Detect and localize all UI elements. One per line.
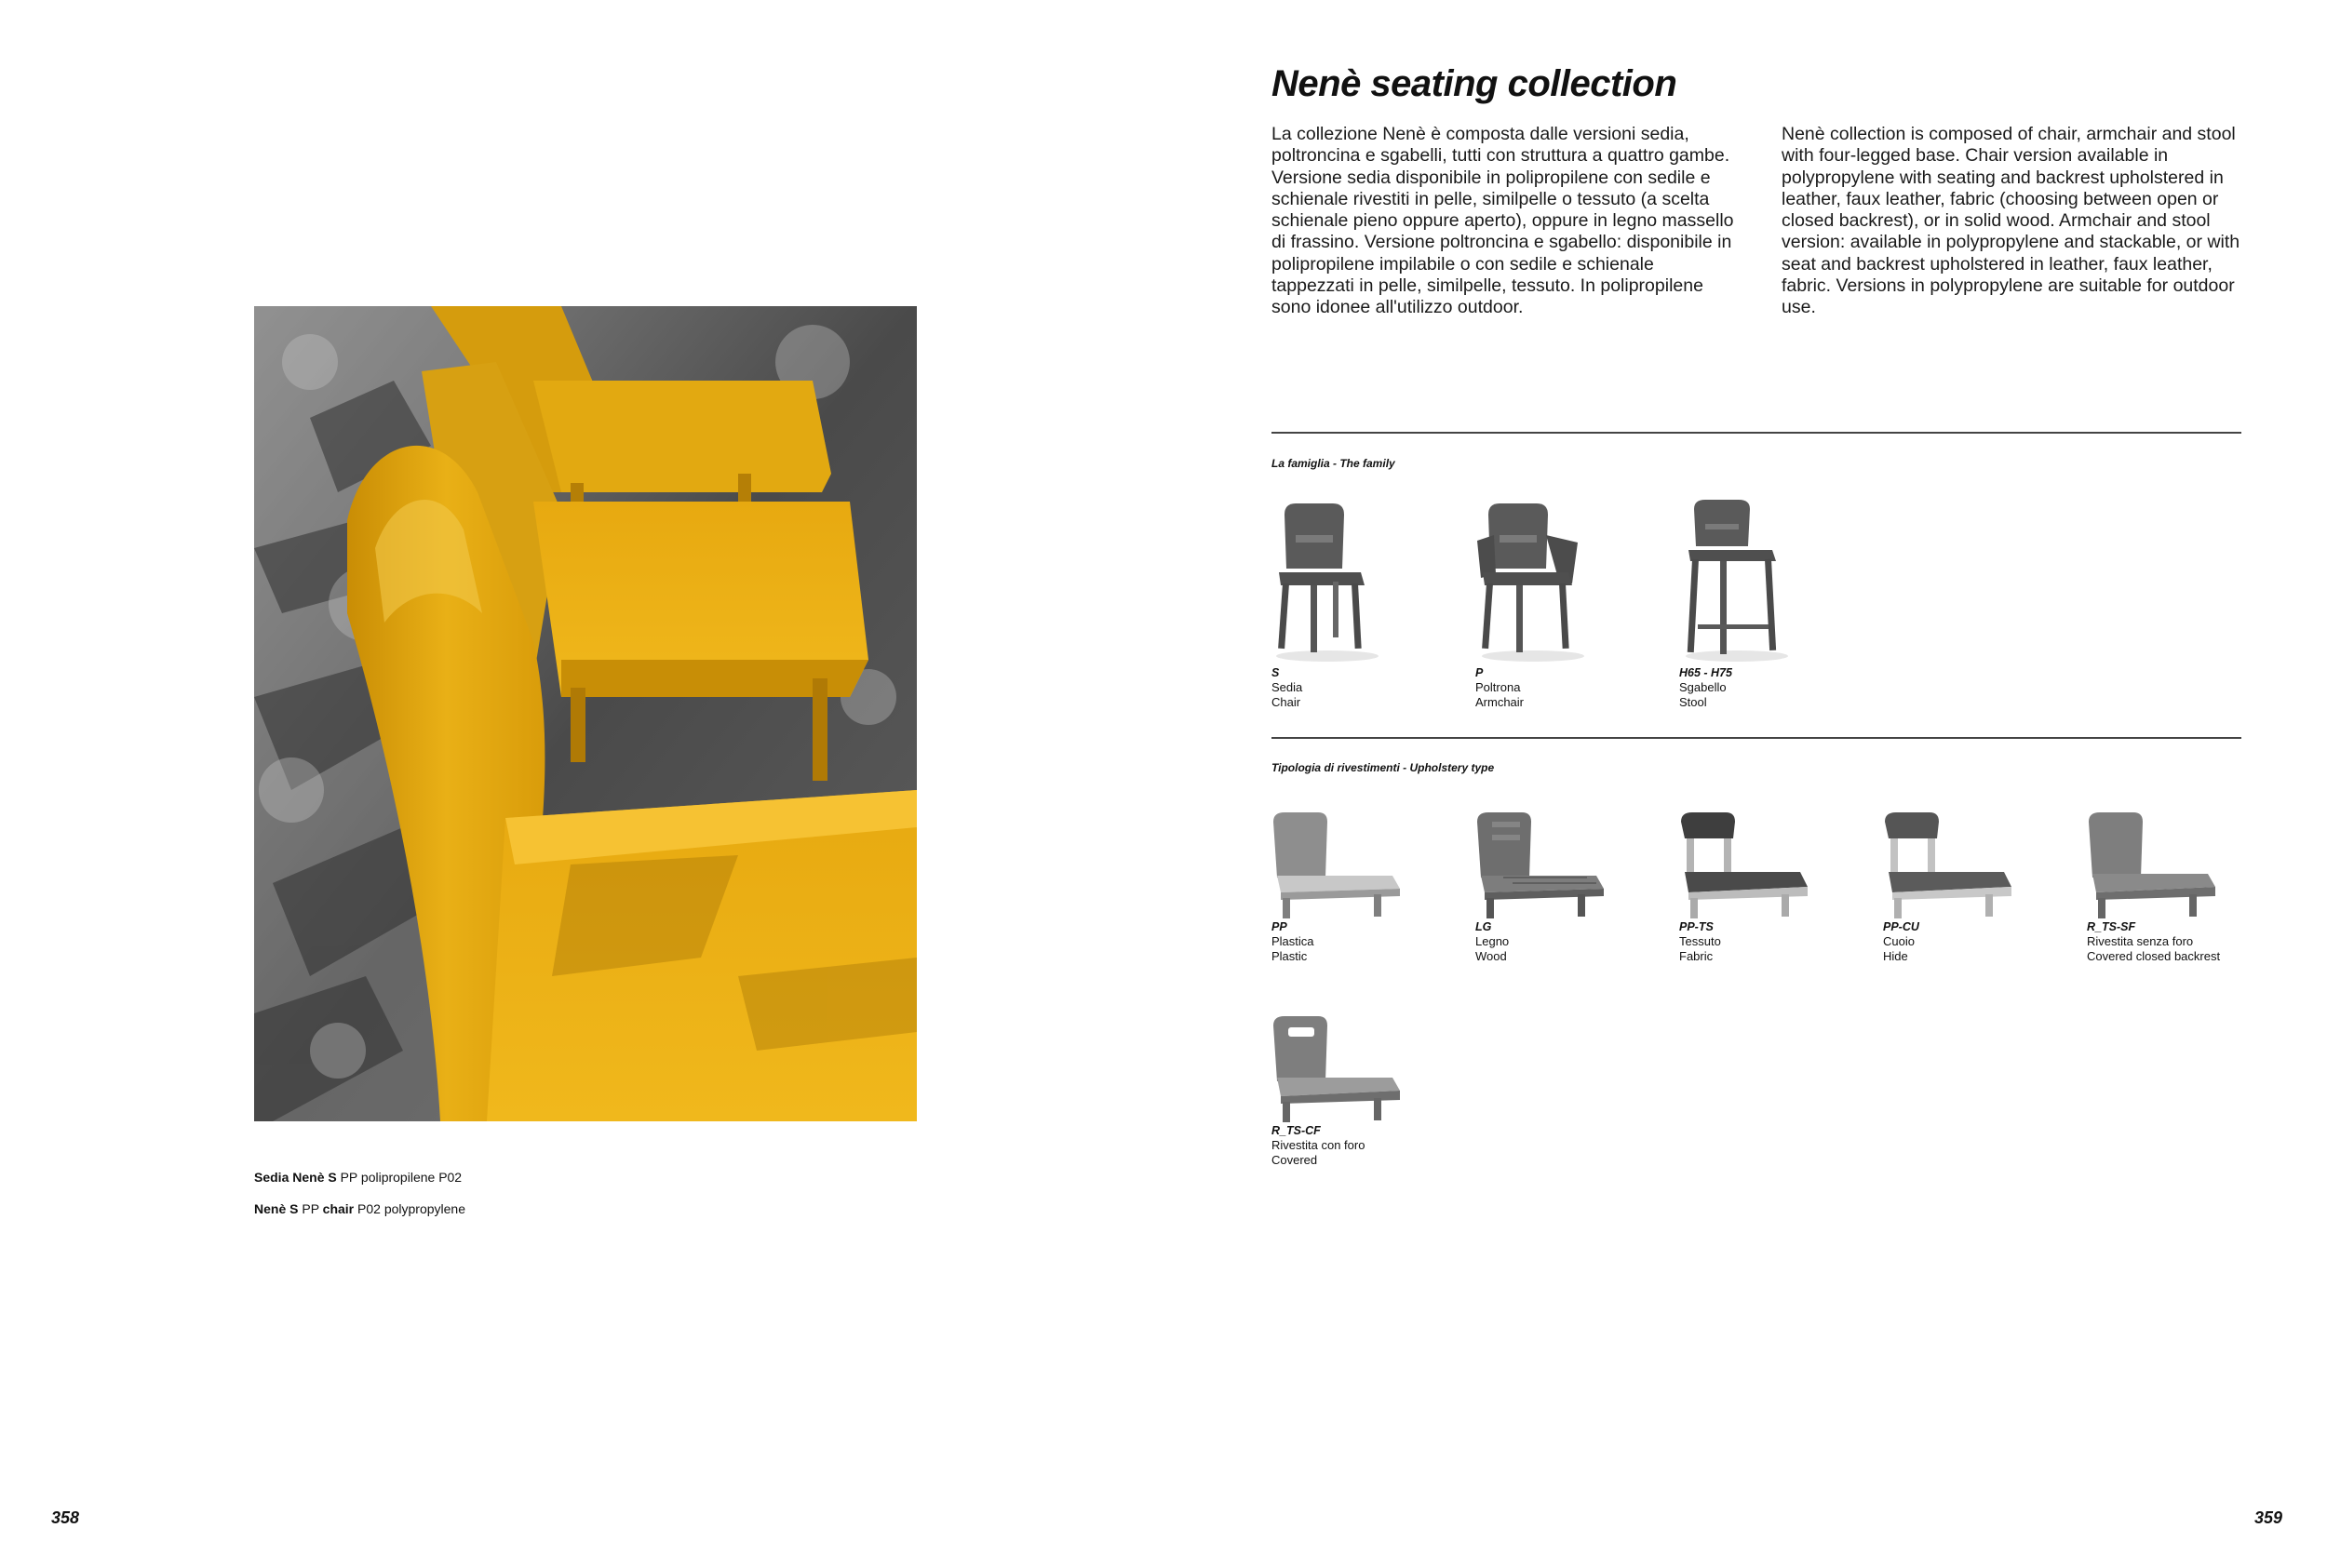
covered-closed-seat-icon <box>2087 812 2217 919</box>
upholstery-item-label-it: Tessuto <box>1679 934 1721 948</box>
upholstery-item-covered-open <box>1271 1016 1467 1168</box>
yellow-chairs-photo <box>254 306 917 1121</box>
stool-icon <box>1679 498 1819 665</box>
upholstery-item-label-en: Wood <box>1475 949 1507 963</box>
hide-seat-icon <box>1883 812 2013 919</box>
upholstery-item-label-en: Covered closed backrest <box>2087 949 2221 963</box>
upholstery-item-code: PP <box>1271 920 1287 933</box>
family-item-label-en: Armchair <box>1475 695 1525 709</box>
upholstery-section-label: Tipologia di rivestimenti - Upholstery type <box>1271 761 1495 774</box>
family-item-label-it: Sgabello <box>1679 680 1727 694</box>
upholstery-item-label-en: Fabric <box>1679 949 1714 963</box>
photo-caption-english: Nenè S PP chair P02 polypropylene <box>254 1201 466 1216</box>
family-item-code: S <box>1271 666 1280 679</box>
upholstery-item-code: PP-TS <box>1679 920 1714 933</box>
family-item-stool <box>1679 498 1865 710</box>
wood-seat-icon <box>1475 812 1606 919</box>
upholstery-item-code: LG <box>1475 920 1492 933</box>
upholstery-item-hide <box>1883 812 2078 964</box>
photo-caption-italian: Sedia Nenè S PP polipropilene P02 <box>254 1170 463 1185</box>
upholstery-item-wood <box>1475 812 1671 964</box>
divider <box>1271 737 2241 739</box>
family-item-armchair <box>1475 498 1661 710</box>
upholstery-item-code: R_TS-SF <box>2087 920 2136 933</box>
chair-icon <box>1271 498 1411 665</box>
upholstery-item-label-it: Legno <box>1475 934 1510 948</box>
upholstery-item-fabric <box>1679 812 1875 964</box>
family-item-chair <box>1271 498 1458 710</box>
upholstery-item-covered-closed <box>2087 812 2282 964</box>
family-section-label: La famiglia - The family <box>1271 457 1395 470</box>
covered-open-seat-icon <box>1271 1016 1402 1123</box>
description-english: Nenè collection is composed of chair, armchair and stool with four-legged base. Chair version available in polypropylene with seating and backrest upholstered in leather, faux leather, fabric (choosing between open or closed backrest), or in solid wood. Armchair and stool version: available in polypropylene and stackable, or with seat and backrest upholstered in leather, faux leather, fabric. Versions in polypropylene are suitable for outdoor use. <box>1782 124 2240 318</box>
upholstery-item-plastic <box>1271 812 1467 964</box>
divider <box>1271 432 2241 434</box>
family-item-code: H65 - H75 <box>1679 666 1732 679</box>
family-item-label-en: Chair <box>1271 695 1301 709</box>
description-italian: La collezione Nenè è composta dalle versioni sedia, poltroncina e sgabelli, tutti con struttura a quattro gambe. Versione sedia disponibile in polipropilene con sedile e schienale rivestiti in pelle, similpelle o tessuto (a scelta schienale pieno oppure aperto), oppure in legno massello di frassino. Versione poltroncina e sgabello: disponibile in polipropilene impilabile o con sedile e schienale tappezzati in pelle, similpelle, tessuto. In polipropilene sono idonee all'utilizzo outdoor. <box>1271 124 1734 318</box>
upholstery-item-code: PP-CU <box>1883 920 1919 933</box>
plastic-seat-icon <box>1271 812 1402 919</box>
family-item-code: P <box>1475 666 1484 679</box>
page-number-left: 358 <box>51 1508 80 1527</box>
family-item-label-it: Sedia <box>1271 680 1303 694</box>
upholstery-item-label-en: Plastic <box>1271 949 1308 963</box>
page-title: Nenè seating collection <box>1271 63 1677 104</box>
page-number-right: 359 <box>2254 1508 2283 1527</box>
upholstery-item-label-it: Plastica <box>1271 934 1314 948</box>
family-item-label-it: Poltrona <box>1475 680 1521 694</box>
upholstery-item-label-it: Rivestita senza foro <box>2087 934 2194 948</box>
upholstery-item-label-it: Rivestita con foro <box>1271 1138 1365 1152</box>
family-item-label-en: Stool <box>1679 695 1707 709</box>
upholstery-item-label-en: Hide <box>1883 949 1908 963</box>
armchair-icon <box>1475 498 1615 665</box>
upholstery-item-label-en: Covered <box>1271 1153 1318 1167</box>
upholstery-item-code: R_TS-CF <box>1271 1124 1321 1137</box>
fabric-seat-icon <box>1679 812 1809 919</box>
upholstery-item-label-it: Cuoio <box>1883 934 1915 948</box>
